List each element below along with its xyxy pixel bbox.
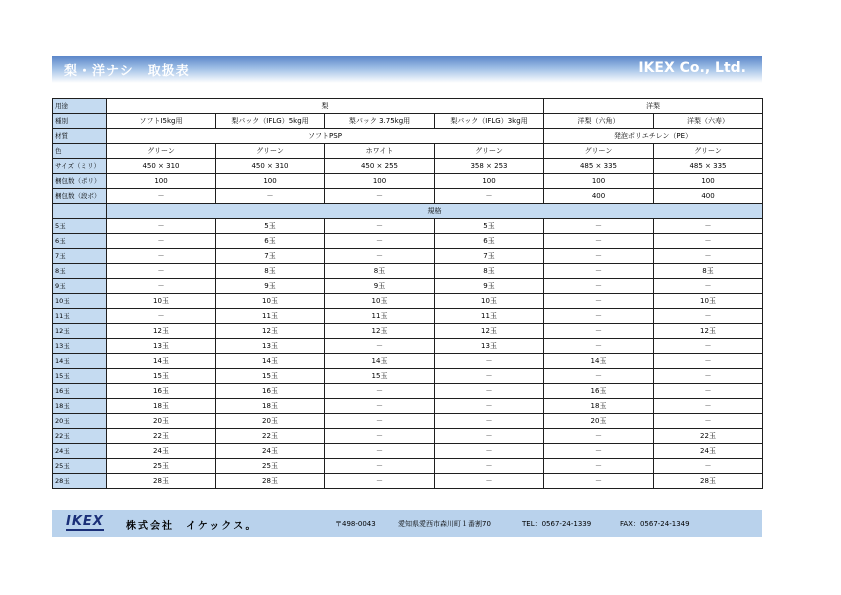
grade-cell: 16玉 xyxy=(216,384,325,399)
grade-cell: － xyxy=(654,399,763,414)
grade-cell: － xyxy=(654,339,763,354)
yoto-label: 用途 xyxy=(53,99,107,114)
zaishitsu-label: 材質 xyxy=(53,129,107,144)
pack-case-cell: － xyxy=(216,189,325,204)
grade-cell: － xyxy=(544,294,654,309)
brand-name: IKEX Co., Ltd. xyxy=(638,60,746,76)
grade-cell: － xyxy=(107,264,216,279)
pack-case-cell: － xyxy=(107,189,216,204)
grade-cell: 20玉 xyxy=(544,414,654,429)
grade-cell: － xyxy=(544,234,654,249)
grade-row xyxy=(53,234,763,249)
pack-bag-cell: 100 xyxy=(654,174,763,189)
grade-cell: 10玉 xyxy=(107,294,216,309)
pack-case-cell: － xyxy=(435,189,544,204)
grade-row xyxy=(53,324,763,339)
grade-cell: 8玉 xyxy=(325,264,435,279)
kikaku-row xyxy=(53,204,763,219)
grade-row xyxy=(53,459,763,474)
zaishitsu-row xyxy=(53,129,763,144)
grade-cell: 28玉 xyxy=(216,474,325,489)
grade-cell: － xyxy=(654,384,763,399)
grade-cell: － xyxy=(435,399,544,414)
grade-cell: 16玉 xyxy=(107,384,216,399)
type-cell: 梨パック 3.75kg用 xyxy=(325,114,435,129)
grade-cell: 9玉 xyxy=(325,279,435,294)
grade-label: 22玉 xyxy=(53,429,107,444)
product-table xyxy=(52,98,763,489)
grade-cell: － xyxy=(325,249,435,264)
grade-row xyxy=(53,429,763,444)
grade-cell: 25玉 xyxy=(107,459,216,474)
grade-cell: 13玉 xyxy=(107,339,216,354)
grade-cell: － xyxy=(654,354,763,369)
grade-cell: 14玉 xyxy=(216,354,325,369)
color-cell: ホワイト xyxy=(325,144,435,159)
grade-cell: 24玉 xyxy=(107,444,216,459)
grade-cell: 10玉 xyxy=(325,294,435,309)
size-cell: 485 × 335 xyxy=(544,159,654,174)
pack-case-cell: 400 xyxy=(544,189,654,204)
grade-label: 7玉 xyxy=(53,249,107,264)
postal-code: 〒498-0043 xyxy=(335,520,376,528)
grade-cell: － xyxy=(325,384,435,399)
grade-cell: － xyxy=(654,309,763,324)
grade-row xyxy=(53,369,763,384)
shubetsu-label: 種別 xyxy=(53,114,107,129)
grade-cell: － xyxy=(435,444,544,459)
grade-cell: － xyxy=(654,219,763,234)
grade-cell: 5玉 xyxy=(435,219,544,234)
grade-row xyxy=(53,264,763,279)
grade-cell: 8玉 xyxy=(654,264,763,279)
grade-cell: － xyxy=(435,429,544,444)
header-banner xyxy=(52,56,762,83)
color-cell: グリーン xyxy=(435,144,544,159)
grade-label: 28玉 xyxy=(53,474,107,489)
color-cell: グリーン xyxy=(107,144,216,159)
size-cell: 358 × 253 xyxy=(435,159,544,174)
pack-bag-cell: 100 xyxy=(325,174,435,189)
grade-row xyxy=(53,309,763,324)
group-yonashi: 洋梨 xyxy=(544,99,763,114)
size-cell: 450 × 310 xyxy=(216,159,325,174)
grade-cell: 28玉 xyxy=(107,474,216,489)
pack-case-label: 梱包数（段ボ） xyxy=(53,189,107,204)
grade-cell: 10玉 xyxy=(654,294,763,309)
grade-cell: 12玉 xyxy=(216,324,325,339)
grade-cell: 15玉 xyxy=(107,369,216,384)
grade-cell: － xyxy=(325,414,435,429)
pack-case-row xyxy=(53,189,763,204)
grade-label: 9玉 xyxy=(53,279,107,294)
grade-row xyxy=(53,474,763,489)
color-cell: グリーン xyxy=(654,144,763,159)
grade-cell: 6玉 xyxy=(435,234,544,249)
grade-cell: 14玉 xyxy=(107,354,216,369)
color-row xyxy=(53,144,763,159)
grade-cell: － xyxy=(435,369,544,384)
grade-label: 8玉 xyxy=(53,264,107,279)
grade-cell: － xyxy=(325,444,435,459)
grade-cell: － xyxy=(325,219,435,234)
grade-cell: 22玉 xyxy=(216,429,325,444)
grade-cell: － xyxy=(544,474,654,489)
grade-row xyxy=(53,339,763,354)
kikaku-label: 規格 xyxy=(107,204,763,219)
grade-row xyxy=(53,444,763,459)
grade-cell: 10玉 xyxy=(216,294,325,309)
grade-cell: － xyxy=(654,459,763,474)
group-nashi: 梨 xyxy=(107,99,544,114)
grade-cell: － xyxy=(544,369,654,384)
product-table-body xyxy=(53,99,763,489)
grade-cell: － xyxy=(107,219,216,234)
grade-cell: － xyxy=(325,429,435,444)
type-cell: ソフトⅠ5kg用 xyxy=(107,114,216,129)
grade-cell: 12玉 xyxy=(435,324,544,339)
grade-cell: 22玉 xyxy=(654,429,763,444)
grade-cell: － xyxy=(435,354,544,369)
grade-row xyxy=(53,354,763,369)
grade-cell: － xyxy=(435,414,544,429)
grade-cell: 5玉 xyxy=(216,219,325,234)
pack-bag-cell: 100 xyxy=(435,174,544,189)
grade-cell: － xyxy=(654,369,763,384)
company-name: 株式会社 イケックス。 xyxy=(126,521,258,532)
grade-cell: 24玉 xyxy=(216,444,325,459)
grade-row xyxy=(53,279,763,294)
grade-cell: － xyxy=(544,429,654,444)
grade-cell: － xyxy=(107,234,216,249)
grade-row xyxy=(53,219,763,234)
pack-bag-cell: 100 xyxy=(107,174,216,189)
grade-cell: 10玉 xyxy=(435,294,544,309)
grade-label: 18玉 xyxy=(53,399,107,414)
grade-cell: 9玉 xyxy=(435,279,544,294)
company-address: 愛知県愛西市森川町１番割70 xyxy=(398,520,491,528)
grade-label: 24玉 xyxy=(53,444,107,459)
color-cell: グリーン xyxy=(216,144,325,159)
grade-cell: 14玉 xyxy=(325,354,435,369)
grade-cell: 16玉 xyxy=(544,384,654,399)
grade-cell: 14玉 xyxy=(544,354,654,369)
grade-row xyxy=(53,294,763,309)
grade-label: 14玉 xyxy=(53,354,107,369)
grade-cell: － xyxy=(544,264,654,279)
type-cell: 洋梨（六角） xyxy=(544,114,654,129)
grade-cell: 18玉 xyxy=(544,399,654,414)
grade-cell: － xyxy=(325,234,435,249)
grade-cell: 28玉 xyxy=(654,474,763,489)
grade-row xyxy=(53,249,763,264)
material-psp: ソフトPSP xyxy=(107,129,544,144)
size-row xyxy=(53,159,763,174)
grade-cell: － xyxy=(544,339,654,354)
grade-cell: 22玉 xyxy=(107,429,216,444)
grade-cell: 11玉 xyxy=(216,309,325,324)
grade-label: 10玉 xyxy=(53,294,107,309)
size-cell: 485 × 335 xyxy=(654,159,763,174)
grade-cell: － xyxy=(544,444,654,459)
phone-number: TEL：0567-24-1339 xyxy=(522,520,592,528)
type-cell: 梨パック（IFLG）5kg用 xyxy=(216,114,325,129)
material-pe: 発泡ポリエチレン（PE） xyxy=(544,129,763,144)
type-cell: 梨パック（IFLG）3kg用 xyxy=(435,114,544,129)
fax-number: FAX：0567-24-1349 xyxy=(620,520,690,528)
grade-cell: － xyxy=(654,279,763,294)
grade-cell: － xyxy=(435,459,544,474)
color-cell: グリーン xyxy=(544,144,654,159)
size-cell: 450 × 255 xyxy=(325,159,435,174)
size-label: サイズ（ミリ） xyxy=(53,159,107,174)
grade-cell: 20玉 xyxy=(107,414,216,429)
grade-cell: － xyxy=(544,279,654,294)
grade-cell: － xyxy=(325,399,435,414)
grade-cell: 24玉 xyxy=(654,444,763,459)
pack-bag-label: 梱包数（ポリ） xyxy=(53,174,107,189)
grade-cell: 15玉 xyxy=(325,369,435,384)
pack-case-cell: 400 xyxy=(654,189,763,204)
grade-cell: － xyxy=(107,279,216,294)
yoto-row xyxy=(53,99,763,114)
size-cell: 450 × 310 xyxy=(107,159,216,174)
grade-cell: － xyxy=(544,309,654,324)
grade-cell: 15玉 xyxy=(216,369,325,384)
grade-cell: 12玉 xyxy=(654,324,763,339)
grade-cell: 7玉 xyxy=(435,249,544,264)
grade-cell: － xyxy=(544,459,654,474)
grade-label: 11玉 xyxy=(53,309,107,324)
page-title: 梨・洋ナシ 取扱表 xyxy=(64,64,190,79)
grade-cell: 9玉 xyxy=(216,279,325,294)
grade-row xyxy=(53,414,763,429)
pack-case-cell: － xyxy=(325,189,435,204)
grade-cell: 25玉 xyxy=(216,459,325,474)
grade-cell: 6玉 xyxy=(216,234,325,249)
grade-cell: 12玉 xyxy=(107,324,216,339)
grade-cell: － xyxy=(654,414,763,429)
shubetsu-row xyxy=(53,114,763,129)
grade-cell: － xyxy=(435,384,544,399)
grade-cell: － xyxy=(544,249,654,264)
grade-label: 5玉 xyxy=(53,219,107,234)
pack-bag-cell: 100 xyxy=(544,174,654,189)
grade-cell: 8玉 xyxy=(435,264,544,279)
grade-cell: 11玉 xyxy=(325,309,435,324)
grade-label: 16玉 xyxy=(53,384,107,399)
grade-row xyxy=(53,399,763,414)
grade-cell: 13玉 xyxy=(435,339,544,354)
type-cell: 洋梨（六寿） xyxy=(654,114,763,129)
grade-cell: 8玉 xyxy=(216,264,325,279)
grade-cell: 18玉 xyxy=(107,399,216,414)
grade-cell: 20玉 xyxy=(216,414,325,429)
grade-label: 25玉 xyxy=(53,459,107,474)
grade-label: 13玉 xyxy=(53,339,107,354)
grade-cell: － xyxy=(325,339,435,354)
grade-cell: 11玉 xyxy=(435,309,544,324)
grade-label: 12玉 xyxy=(53,324,107,339)
kikaku-corner xyxy=(53,204,107,219)
grade-cell: － xyxy=(107,249,216,264)
ikex-logo: IKEX xyxy=(66,514,104,529)
grade-cell: － xyxy=(325,459,435,474)
grade-cell: － xyxy=(654,249,763,264)
grade-cell: － xyxy=(107,309,216,324)
grade-label: 20玉 xyxy=(53,414,107,429)
grade-row xyxy=(53,384,763,399)
footer-bar xyxy=(52,510,762,537)
grade-cell: － xyxy=(325,474,435,489)
grade-cell: 13玉 xyxy=(216,339,325,354)
grade-cell: － xyxy=(654,234,763,249)
pack-bag-row xyxy=(53,174,763,189)
pack-bag-cell: 100 xyxy=(216,174,325,189)
grade-cell: 7玉 xyxy=(216,249,325,264)
grade-cell: － xyxy=(435,474,544,489)
grade-cell: － xyxy=(544,324,654,339)
grade-cell: － xyxy=(544,219,654,234)
grade-label: 6玉 xyxy=(53,234,107,249)
color-label: 色 xyxy=(53,144,107,159)
grade-label: 15玉 xyxy=(53,369,107,384)
grade-cell: 12玉 xyxy=(325,324,435,339)
grade-cell: 18玉 xyxy=(216,399,325,414)
